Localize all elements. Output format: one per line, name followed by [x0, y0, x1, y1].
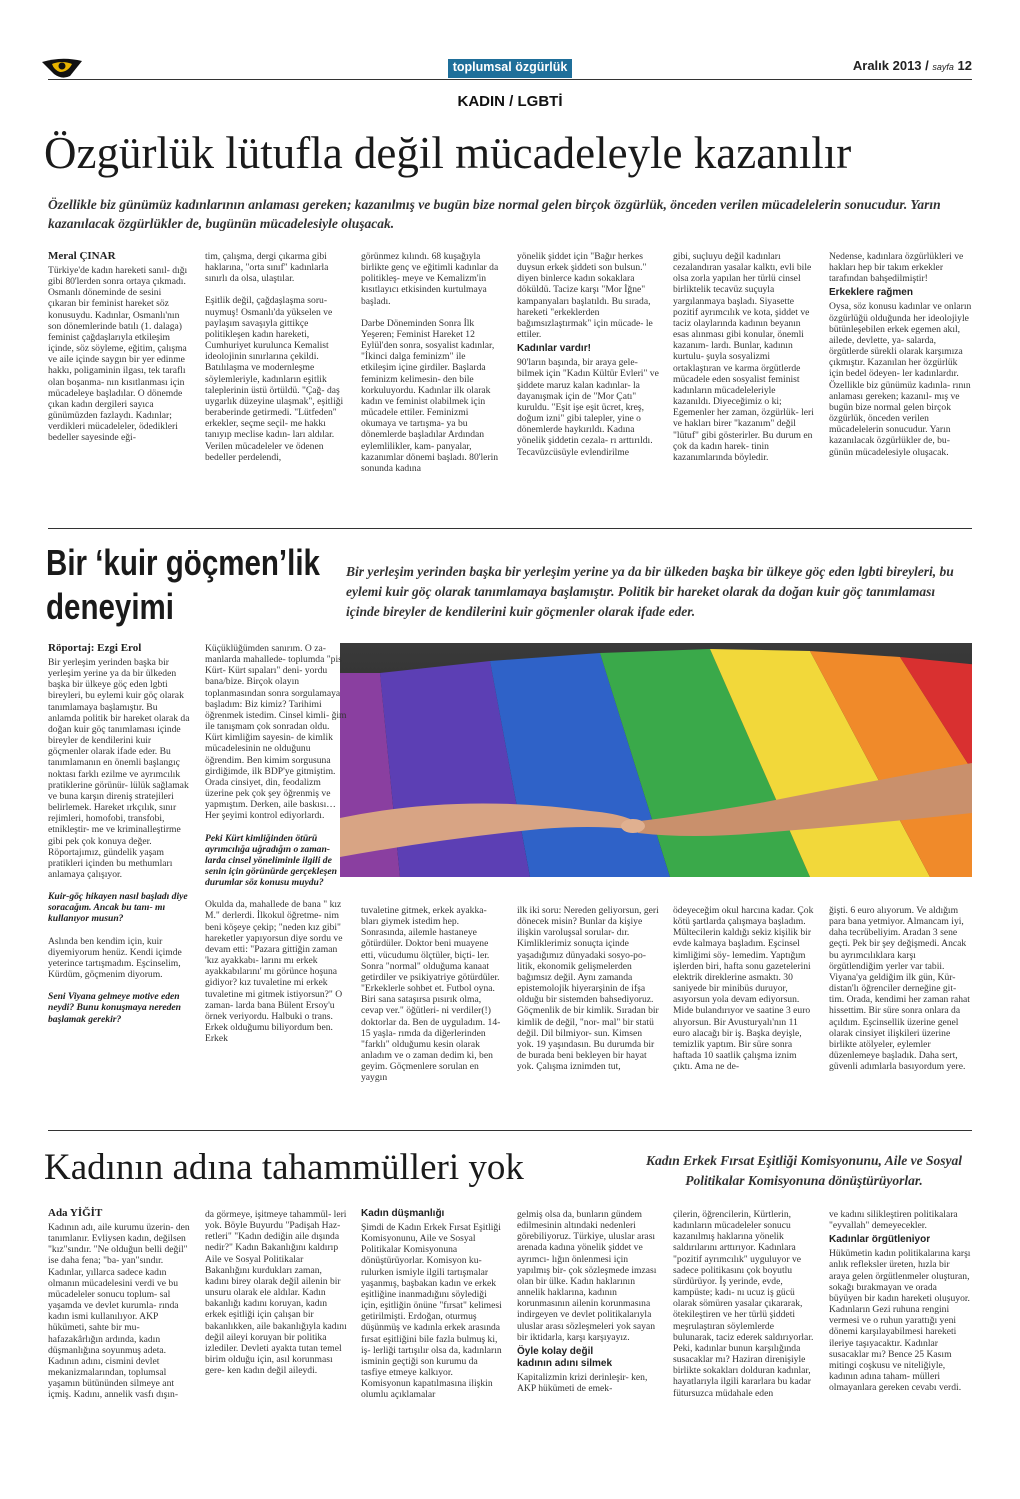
eye-logo-icon [40, 54, 84, 80]
article2-title [46, 541, 320, 629]
pride-flag-hands-photo [340, 643, 972, 877]
page-label: sayfa [932, 62, 954, 72]
article1-col4-text-b: 90'ların başında, bir araya gele- bilmek için "Kadın Kültür Evleri" ve şiddete maruz kalan kadınlar- la dayanışmak için de "Mor Çatı" kuruldu. "Eşit işe eşit ücret, kreş, doğum izni" gibi talepler, yine o dönemlerde haykırıldı. Kadına yönelik şiddetin cezala- rı arttırıldı. Tecavüzcüsüyle evlendirilme [517, 357, 659, 458]
article3-subhead-kadinlar-orgutleniyor: Kadınlar örgütleniyor [829, 1234, 931, 1246]
article1-col3-text-a: görünmez kılındı. 68 kuşağıyla birlikte genç ve eğitimli kadınlar da politikleş- meye ve Kemalizm'in kısıtlayıcı etkisinden kurtulmaya başladı. [361, 251, 499, 307]
article3-author: Ada YİĞİT [48, 1207, 103, 1219]
article2-col1-text-a: Bir yerleşim yerinden başka bir yerleşim yerine ya da bir ülkeden başka bir ülkeye göç eden lgbti bireyleri, bu eylemi kuir göç olarak tanımlamaya başlamıştır. Bu anlamda politik bir hareket olarak da doğan kuir göç tanımlaması içinde bireyler de kendilerini kuir göçmenler olarak ifade eder. Bu tanımlamanın en önemli başlangıç noktası farklı ezilme ve ayrımcılık pratiklerine görünür- lülük sağlamak ve buna karşın direniş stratejileri belirlemek. Hareket ırkçılık, sınır rejimleri, homofobi, transfobi, etnikleştir- me ve kriminalleştirme gibi pek çok konuya değer. Röportajımız, gündelik yaşam pratikleri içinden bu methumları anlamaya çalışıyor. [48, 657, 190, 880]
article2-col6-text: ğişti. 6 euro alıyorum. Ve aldığım para bana yetmiyor. Almancam iyi, daha tecrübeliyim. Aradan 3 sene geçti. Pek bir şey değişmedi. Ancak bu ayrımcılıklara karşı örgütlendiğim yerler var tabii. Viyana'ya geldiğim ilk gün, Kür- distan'lı öğrenciler derneğine git- tim. Orada, kendimi her zaman rahat hissettim. Bir süre sonra onlara da açıldım. Eşcinsellik üzerine genel olarak cinsiyet ilişkileri üzerine birlikte atölyeler, eylemler düzenlemeye başladık. Daha sert, güvenli adımlarla basıyordum yere. [829, 905, 970, 1073]
article2-col5-text: ödeyeceğim okul harcına kadar. Çok kötü şartlarda çalışmaya başladım. Mültecilerin kaldığı sekiz kişilik bir evde kalmaya başladım. Eşcinsel kimliğimi söy- lemedim. Yaptığım işlerden biri, hafta sonu gazetelerini elektrik direklerine asmaktı. 30 saniyede bir minibüs duruyor, asıyorsun yola devam ediyorsun. Mide bulandırıyor ve saatine 3 euro alıyorsun. Bir Avusturyalı'nın 11 euro alacağı bir iş. Başka deyişle, temizlik yaptım. Bir süre sonra haftada 10 saatlik çalışma iznim çıktı. Ama ne de- [673, 905, 814, 1073]
article2-lede: Bir yerleşim yerinden başka bir yerleşim yerine ya da bir ülkeden başka bir ülkeye göç eden lgbti bireyleri, bu eylemi kuir göç olarak tanımlamaya başlamıştır. Politik bir hareket olarak da doğan kuir göç tanımlaması içinde bireyler de kendilerini kuir göçmenler olarak ifade eder. [346, 564, 954, 619]
article3-col3 [361, 1208, 503, 1401]
article3-col6-text-a: ve kadını silikleştiren politikalara "eyvallah" demeyecekler. [829, 1209, 958, 1232]
article1-author: Meral ÇINAR [48, 250, 116, 262]
category-label: KADIN / LGBTİ [457, 93, 563, 110]
article2-question-3: Peki Kürt kimliğinden ötürü ayrımcılığa uğradığın o zaman- larda cinsel yöneliminle ilgili de senin için görünürde gerçekleşen durumlar söz konusu muydu? [205, 832, 337, 889]
article2-question-2: Seni Viyana gelmeye motive eden neydi? Bunu konuşmaya nereden başlamak gerekir? [48, 991, 182, 1025]
page-info [853, 58, 972, 73]
article3-col6-text-b: Hükümetin kadın politikalarına karşı anlık refleksler üreten, hızla bir araya gelen örgütlenmeler oluşturan, sokağı bırakmayan ve orada büyüyen bir kadın hareketi oluşuyor. Kadınların Gezi ruhuna rengini vermesi ve o ruhun yarattığı yeni dönemi karşılayabilmesi hareketi ileriye taşıyacaktır. Kadınlar susacaklar mı? Bence 25 Kasım mitingi coşkusu ve niteliğiyle, kadının adına taham- mülleri olmayanlara gereken cevabı verdi. [829, 1248, 971, 1394]
article1-col2-text-a: tim, çalışma, dergi çıkarma gibi haklarına, "orta sınıf" kadınlarla sınırlı da olsa, ulaştılar. [205, 251, 329, 285]
article3-title: Kadının adına tahammülleri yok [44, 1147, 524, 1188]
article2-title-line1: Bir ‘kuir göçmen’lik [46, 542, 320, 583]
article1-col1-text: Türkiye'de kadın hareketi sanıl- dığı gibi 80'lerden sonra ortaya çıkmadı. Osmanlı döneminde de sesini çıkaran bir feminist hareket söz konusuydu. Kadınlar, Osmanlı'nın son dönemlerinde batılı (1. dalaga) feminist çağdaşlarıyla etkileşim içinde, söz söyleme, eğitim, çalışma ve aile içinde saygın bir yer edinme hakkı, poligaminin ilgası, tek taraflı olan boşanma- nın kısıtlanması için mücadeleye başladılar. O dönemde çıkan kadın dergileri sayıca günümüzden fazlaydı. Kadınlar; verdikleri mücadeleler, ödedikleri bedeller sayesinde eği- [48, 265, 188, 444]
article2-col2-text-a: Küçüklüğümden sanırım. O za- manlarda mahallede- toplumda "pis Kürt- Kürt sıpaları" deni- yordu bana/bize. Birçok olayın toplanmasından sonra sorgulamaya başladım: Biz kimiz? Tarihimi öğrenmek istedim. Cinsel kimli- ğim ile tanışmam çok sonradan oldu. Kürt kimliğim sayesin- de kimlik mücadelesinin ne olduğunu öğrendim. Ben kimim sorgusuna girdiğimde, ilk BDP'ye gitmiştim. Orada cinsiyet, din, feodalizm üzerine pek çok şey öğrenmiş ve yapmıştım. Derken, aile baskısı… Her şeyimi kontrol ediyorlardı. [205, 643, 347, 822]
article1-col5-text: gibi, suçluyu değil kadınları cezalandıran yasalar kalktı, evli bile olsa zorla yapılan her türlü cinsel birliktelik tecavüz suçuyla yargılanmaya başladı. Siyasette pozitif ayrımcılık ve kota, şiddet ve taciz olaylarında kadının beyanın esas alınması gibi konular, önemli kazanım- lardı. Bunlar, kadının kurtulu- şuyla sosyalizmi ortaklaştıran ve karma örgütlerde mücadele eden sosyalist feminist kadınların mücadeleleriyle kazanıldı. Diyeceğimiz o ki; Egemenler her zaman, özgürlük- leri ve hakları birer "kazanım" değil "lütuf" gibi gösterirler. Bu durum en çok da kadın harek- tinin kazanımlarında böyledir. [673, 251, 814, 463]
article2-title-line2: deneyimi [46, 586, 174, 627]
article3-col5-text: çilerin, öğrencilerin, Kürtlerin, kadınların mücadeleler sonucu kazanılmış haklarına yönelik saldırılarını arttırıyor. Kadınlara "pozitif ayrımcılık" uyguluyor ve sadece politikasını çok boyutlu sürdürüyor. İş yerinde, evde, kampüste; kadı- nı ucuz iş gücü olarak sömüren yasalar çıkararak, ötekileştiren ve her türlü şiddeti meşrulaştıran söylemlerde bulunarak, taciz ederek saldırıyorlar. Peki, kadınlar bunun karşılığında susacaklar mı? Haziran direnişiyle birlikte sokakları dolduran kadınlar, hayatlarıyla ilgili kararlara bu kadar fütursuzca müdahale eden [673, 1209, 814, 1399]
article3-col2-text: da görmeye, işitmeye tahammül- leri yok. Böyle Buyurdu "Padişah Haz- retleri" "Kadın dediğin aile dışında nedir?" Kadın Bakanlığını kaldırıp Aile ve Sosyal Politikalar Bakanlığını kurdukları zaman, kadını birey olarak değil ailenin bir unsuru olarak ele aldılar. Kadın bakanlığı kadını koruyan, kadın erkek eşitliği için çalışan bir bakanlıkken, aile bakanlığıyla kadını değil aileyi koruyan bir politika izlediler. Devleti ayakta tutan temel birim olduğu için, asıl korunması gere- ken kadın değil aileydi. [205, 1209, 347, 1377]
article3-subhead-line1: Öyle kolay değil [517, 1345, 594, 1357]
article2-col5 [673, 905, 815, 1072]
article1-subhead-kadinlar-vardir: Kadınlar vardır! [517, 343, 591, 355]
article2-col2 [205, 643, 347, 1044]
article1-col6 [829, 251, 972, 458]
article3-col4-text-a: gelmiş olsa da, bunların gündem edilmesinin altındaki nedenleri görebiliyoruz. Türkiye, uluslar arası arenada kadına yönelik şiddet ve ayrımcı- lığın önlenmesi için yapılmış bir- çok sözleşmede imzası olan bir ülke. Kadın haklarının annelik haklarına, kadının korunmasının ailenin korunmasına indirgeyen ve devlet politikalarıyla uluslar arası sözleşmeleri yok sayan bir iktidarla, karşı karşıyayız. [517, 1209, 657, 1343]
article2-col1-text-b: Aslında ben kendim için, kuir diyemiyorum henüz. Kendi içimde yeterince tartışmadım. Eşcinselim, Kürdüm, göçmenim diyorum. [48, 935, 182, 981]
article1-lede: Özellikle biz günümüz kadınlarının anlaması gereken; kazanılmış ve bugün bize normal gelen birçok özgürlük, önceden verilen mücadelelerin sonucudur. Yarın kazanılacak özgürlükler de, bugünün mücadelesiyle oluşacak. [48, 197, 941, 231]
article1-col2 [205, 251, 347, 463]
article3-col4 [517, 1209, 659, 1394]
article1-col3-text-b: Darbe Döneminden Sonra İlk Yeşeren; Feminist Hareket 12 Eylül'den sonra, sosyalist kadınlar, "İkinci dalga feminizm" ile etkileşim içine girdiler. Başlarda feminizm kelimesin- den bile korkuluyordu. Kadınlar ilk olarak kadın ve feminist olabilmek için mücadele ettiler. Feminizmi okumaya ve tartışma- ya bu dönemlerde başladılar Ardından eylemlilikler, kam- panyalar, kazanımlar dönemi başladı. 80'lerin sonunda kadına [361, 317, 499, 474]
page-number: 12 [957, 58, 972, 73]
section-tab-label: toplumsal özgürlük [452, 60, 568, 74]
article3-col4-text-b: Kapitalizmin krizi derinleşir- ken, AKP hükümeti de emek- [517, 1371, 648, 1395]
article3-lede: Kadın Erkek Fırsat Eşitliği Komisyonunu, Aile ve Sosyal Politikalar Komisyonuna dönüştürüyorlar. [645, 1153, 963, 1188]
article1-col4-text-a: yönelik şiddet için "Bağır herkes duysun erkek şiddeti son bulsun." diyen binlerce kadın sokaklara döküldü. Tacize karşı "Mor İğne" kampanyaları başlatıldı. Bu sırada, hareketi "erkeklerden bağımsızlaştırmak" için mücade- le ettiler. [517, 251, 653, 341]
header-rule [48, 79, 972, 80]
article3-col5 [673, 1209, 815, 1399]
article1-col6-text-b: Oysa, söz konusu kadınlar ve onların özgürlüğü olduğunda her ideolojiyle bütünleşebilen erkek egemen akıl, ailede, devlette, ya- salarda, örgütlerde sürekli olarak karşımıza çıkmıştır. Kazanılan her özgürlük için bedel ödeyen- ler kadınlardır. Özellikle biz günümüz kadınla- rının anlaması gereken; kazanıl- mış ve bugün bize normal gelen birçok özgürlük, önceden verilen mücadelelerin sonucudur. Yarın kazanılacak özgürlükler de, bu- günün mücadelesiyle oluşacak. [829, 301, 972, 458]
article3-col2 [205, 1209, 347, 1376]
article2-col4-text: ilk iki soru: Nereden geliyorsun, geri dönecek misin? Bunlar da kişiye ilişkin varoluşsal sorular- dır. Kimliklerimiz sonuçta içinde yaşadığımız dünyadaki sosyo-po- litik, ekonomik gelişmelerden bağımsız değil. Aynı zamanda epistemolojik hiyerarşinin de ifşa olduğu bir sistemden bahsediyoruz. Göçmenlik de bir kimlik. Sıradan bir kimlik de değil, "nor- mal" bir statü değil. Dil bilmiyor- sun. Kimsen yok. 19 yaşındasın. Bu durumda bir de burada beni bekleyen bir hayat yok. Çalışma iznimden tut, [517, 905, 659, 1073]
article2-question-1: Kuir-göç hikayen nasıl başladı diye soracağım. Ancak bu tanı- mı kullanıyor musun? [48, 891, 188, 925]
article2-col4 [517, 905, 659, 1072]
article3-subhead-oyle-kolay-degil [517, 1346, 659, 1370]
rainbow-flag-image [340, 643, 972, 877]
article3-col6 [829, 1209, 972, 1393]
article3-col1 [48, 1207, 190, 1401]
article2-col1 [48, 642, 190, 1025]
article2-col3 [361, 905, 503, 1084]
masthead-logo [40, 54, 84, 80]
article1-col3 [361, 251, 503, 474]
article2-col6 [829, 905, 972, 1072]
article3-subhead-line2: kadının adını silmek [517, 1357, 613, 1369]
article1-subhead-erkeklere-ragmen: Erkeklere rağmen [829, 287, 913, 299]
article3-subhead-kadin-dusmanligi: Kadın düşmanlığı [361, 1208, 445, 1219]
article3-col1-text: Kadının adı, aile kurumu üzerin- den tanımlanır. Evliysen kadın, değilsen "kız"sındır. "Ne olduğun belli değil" ise daha fena; "ba- yan"sındır. Kadınlar, yıllarca sadece kadın olmanın mücadelesini verdi ve bu mücadeleler sonucu toplum- sal yaşamda ve devlet kurumla- rında kadın ismi kullanılıyor. AKP hükümeti, sahte bir mu- hafazakârlığın ardında, kadın düşmanlığına soyunmuş adeta. Kadının adını, cismini devlet mekanizmalarından, toplumsal yaşamın bütününden silmeye ant içmiş. Kadını, annelik vasfı dışın- [48, 1222, 190, 1401]
issue-date: Aralık 2013 / [852, 58, 929, 73]
article2-col3-text: tuvaletine gitmek, erkek ayakka- bları giymek istedim hep. Sonrasında, ailemle hastaneye götürdüler. Doktor beni muayene etti, vücudumu ölçtüler, biçti- ler. Sonra "normal" olduğuma kanaat getirdiler ve psikiyatriye götürdüler. "Erkeklerle sohbet et. Futbol oyna. Biri sana sataşırsa pısırık olma, cevap ver." öğütleri- ni verdiler(!) doktorlar da. Ben de uyguladım. 14-15 yaşla- rımda da diğerlerinden "farklı" olduğumu kesin olarak anladım ve o zaman dedim ki, ben geyim. Göçmenlere sorulan en yaygın [361, 905, 501, 1084]
divider-1 [48, 528, 972, 529]
article1-col4 [517, 251, 659, 458]
article1-col6-text-a: Nedense, kadınlara özgürlükleri ve hakları hep bir takım erkekler tarafından bahşedilmiştir! [829, 251, 964, 285]
article1-col5 [673, 251, 815, 463]
article1-col2-text-b: Eşitlik değil, çağdaşlaşma soru- nuymuş! Osmanlı'da yükselen ve paylaşım savaşıyla gittikçe politikleşen kadın hareketi, Cumhuriyet kurulunca Kemalist ideolojinin sınırlarına çekildi. Batılılaşma ve modernleşme söylemleriyle, kadınların eşitlik taleplerinin üstü örtüldü. "Çağ- daş uygarlık düzeyine ulaşmak", eşitliği beraberinde getirmedi. "Lütfeden" erkekler, seçme seçil- me hakkı tanıyıp meclise kadın- ları aldılar. Verilen mücadeleler ve ödenen bedeller perdelendi, [205, 295, 344, 463]
article2-author: Röportaj: Ezgi Erol [48, 642, 142, 654]
article3-col3-text: Şimdi de Kadın Erkek Fırsat Eşitliği Komisyonunu, Aile ve Sosyal Politikalar Komisyonuna dönüştürüyorlar. Komisyon ku- rulurken ismiyle ilgili tartışmalar yaşanmış, başbakan kadın ve erkek eşitliğine inanmadığını söylediği için, eşitliğin önüne "fırsat" kelimesi getirilmişti. Erdoğan, oturmuş düşünmüş ve kadınla erkek arasında fırsat eşitliğini bile fazla bulmuş ki, iş- lerliği tartışılır olsa da, kadınların isminin geçtiği son kurumu da tasfiye etmeye kalkıyor. Komisyonun kapatılmasına ilişkin olumlu açıklamalar [361, 1222, 502, 1401]
article2-col2-text-b: Okulda da, mahallede de bana " kız M." derlerdi. İlkokul öğretme- nim beni köşeye çekip; "neden kız gibi" hareketler yapıyorsun diye sordu ve devam etti: "Pazara gittiğin zaman 'kız ayakkabı- larını mı erkek ayakkabılarını' mı görünce hoşuna gidiyor? kız tuvaletine mi erkek tuvaletine mi gitmek istiyorsun?" O zaman- larda bana Bülent Ersoy'u örnek veriyordu. Halbuki o trans. Erkek olduğumu biliyordum ben. Erkek [205, 899, 343, 1045]
divider-2 [48, 1130, 972, 1131]
article1-title: Özgürlük lütufla değil mücadeleyle kazanılır [44, 128, 852, 178]
article1-col1 [48, 250, 190, 444]
